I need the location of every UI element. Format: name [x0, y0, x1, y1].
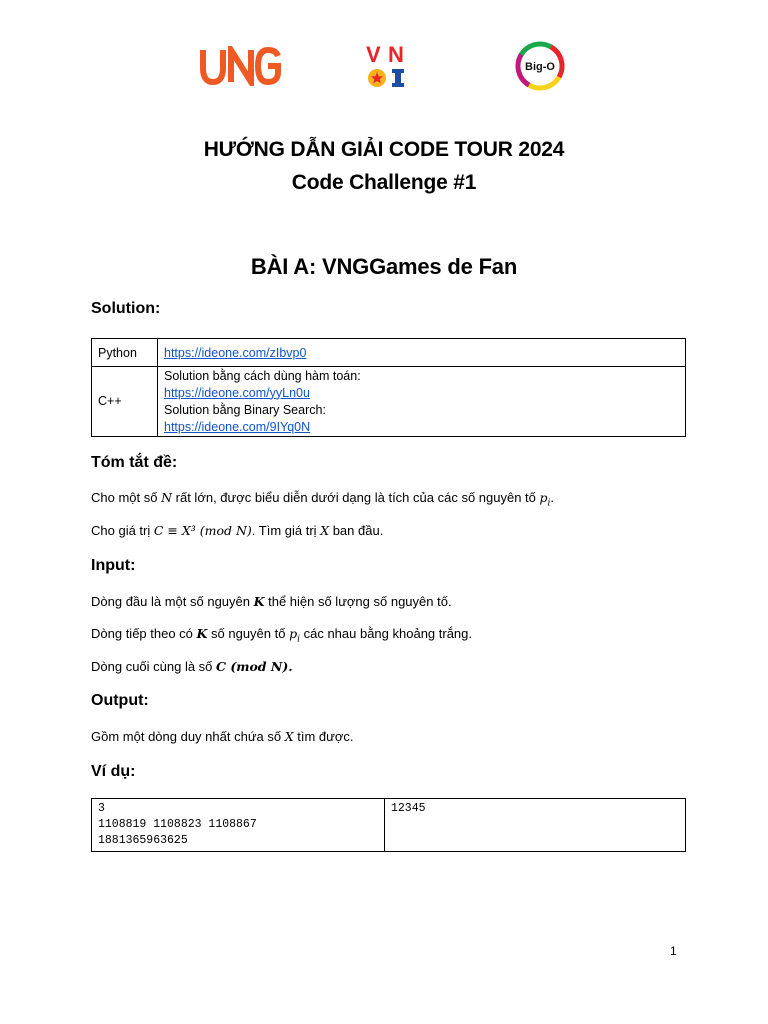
- solution-heading: Solution:: [91, 300, 161, 317]
- cpp-binary-search-link[interactable]: https://ideone.com/9IYq0N: [164, 419, 311, 434]
- summary-heading: Tóm tắt đề:: [91, 454, 178, 471]
- vni-logo: [364, 42, 412, 90]
- page-number: 1: [670, 944, 677, 958]
- table-row: [92, 367, 686, 437]
- example-table: [91, 798, 686, 852]
- language-cell: Python: [92, 339, 158, 367]
- output-heading: Output:: [91, 692, 149, 709]
- solution-table: [91, 338, 686, 437]
- vng-logo: [200, 46, 282, 86]
- input-line-3: Dòng cuối cùng là số C (mod N).: [91, 659, 293, 674]
- svg-text:Big-O: Big-O: [525, 61, 555, 73]
- example-input-line: 1108819 1108823 1108867: [98, 818, 257, 831]
- summary-line-1: Cho một số N rất lớn, được biểu diễn dưới dạng là tích của các số nguyên tố $p_i$.: [91, 490, 555, 509]
- input-line-1: Dòng đầu là một số nguyên K thể hiện số lượng số nguyên tố.: [91, 594, 452, 609]
- table-row: [92, 339, 686, 367]
- language-cell: C++: [92, 367, 158, 437]
- document-subtitle: Code Challenge #1: [291, 171, 477, 194]
- example-input-line: 1881365963625: [98, 834, 188, 847]
- logo-bar: [0, 38, 768, 94]
- example-input-line: 3: [98, 802, 105, 815]
- link-cell: [158, 367, 686, 437]
- example-input-cell: [92, 799, 385, 852]
- big-o-logo: [514, 40, 566, 92]
- cpp-math-solution-link[interactable]: https://ideone.com/yyLn0u: [164, 385, 310, 400]
- input-line-2: Dòng tiếp theo có K số nguyên tố $p_i$ các nhau bằng khoảng trắng.: [91, 626, 473, 645]
- problem-title: BÀI A: VNGGames de Fan: [250, 254, 518, 279]
- example-heading: Ví dụ:: [91, 763, 136, 780]
- svg-text:N: N: [388, 42, 404, 67]
- document-title: HƯỚNG DẪN GIẢI CODE TOUR 2024: [203, 138, 565, 161]
- input-heading: Input:: [91, 557, 136, 574]
- solution-note: Solution bằng cách dùng hàm toán:: [164, 368, 361, 383]
- output-line-1: Gồm một dòng duy nhất chứa số X tìm được.: [91, 729, 354, 744]
- svg-text:V: V: [366, 42, 381, 67]
- summary-line-2: Cho giá trị C ≡ X³ (mod N). Tìm giá trị X ban đầu.: [91, 523, 384, 538]
- python-solution-link[interactable]: https://ideone.com/zIbvp0: [164, 345, 307, 360]
- table-row: [92, 799, 686, 852]
- link-cell: [158, 339, 686, 367]
- solution-note: Solution bằng Binary Search:: [164, 402, 326, 417]
- example-output-cell: 12345: [385, 799, 686, 852]
